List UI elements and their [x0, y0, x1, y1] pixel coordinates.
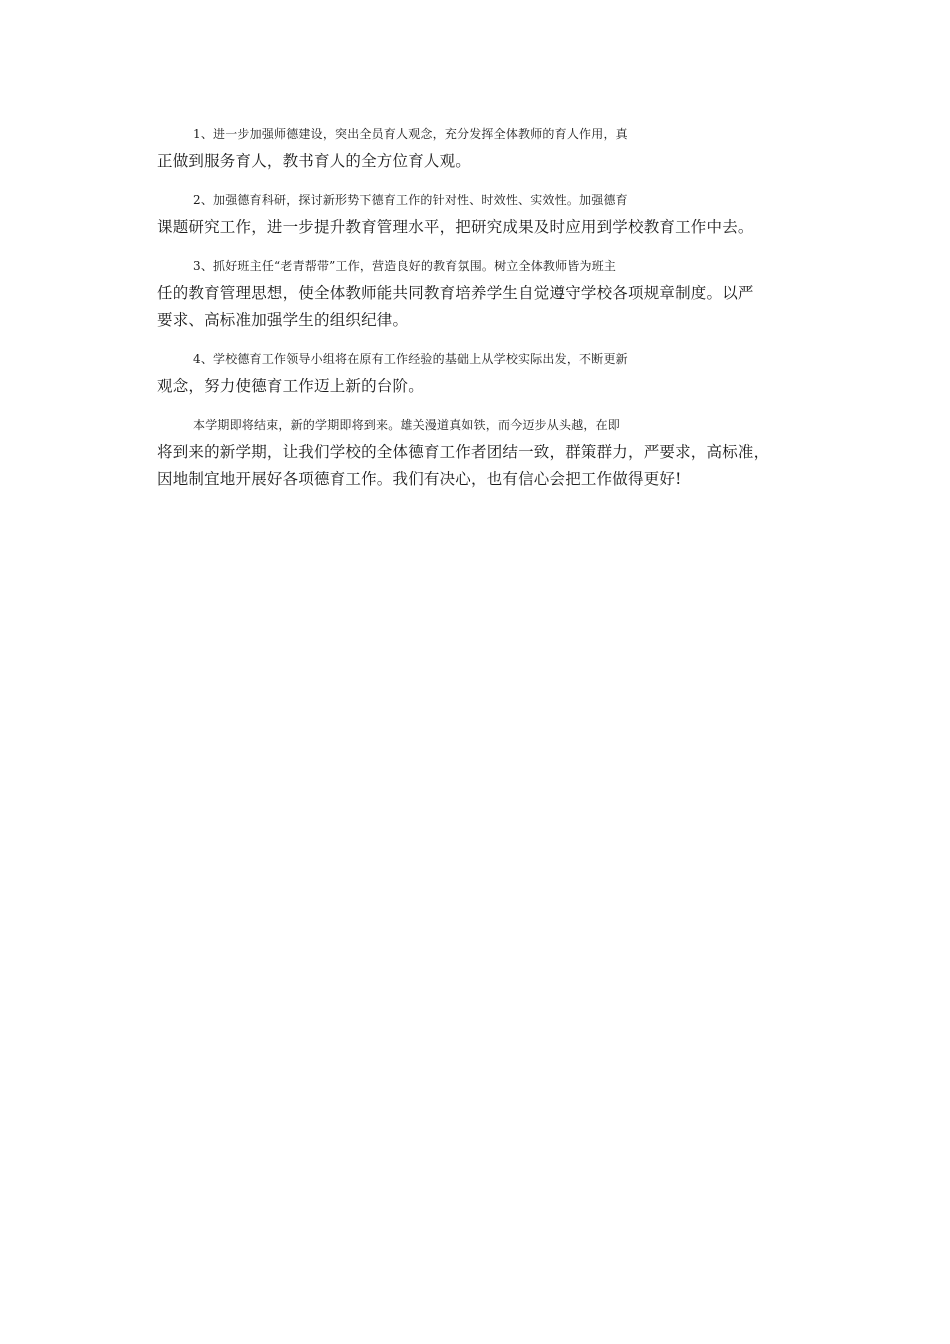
paragraph-line: 因地制宜地开展好各项德育工作。我们有决心，也有信心会把工作做得更好! [157, 470, 682, 488]
paragraph-line: 正做到服务育人，教书育人的全方位育人观。 [157, 152, 472, 170]
paragraph-3 [157, 253, 805, 334]
paragraph-line: 任的教育管理思想，使全体教师能共同教育培养学生自觉遵守学校各项规章制度。以严 [157, 284, 754, 302]
paragraph-1 [157, 121, 805, 175]
paragraph-line: 将到来的新学期，让我们学校的全体德育工作者团结一致，群策群力，严要求，高标准， [157, 443, 770, 461]
paragraph-line: 3、抓好班主任“老青帮带”工作，营造良好的教育氛围。树立全体教师皆为班主 [193, 259, 617, 273]
paragraph-line: 课题研究工作，进一步提升教育管理水平，把研究成果及时应用到学校教育工作中去。 [157, 218, 754, 236]
document-body [157, 121, 805, 505]
paragraph-line: 要求、高标准加强学生的组织纪律。 [157, 311, 409, 329]
paragraph-line: 1、进一步加强师德建设，突出全员育人观念，充分发挥全体教师的育人作用，真 [193, 127, 628, 141]
paragraph-line: 4、学校德育工作领导小组将在原有工作经验的基础上从学校实际出发，不断更新 [193, 352, 628, 366]
paragraph-line: 2、加强德育科研，探讨新形势下德育工作的针对性、时效性、实效性。加强德育 [193, 193, 628, 207]
paragraph-2 [157, 187, 805, 241]
paragraph-5 [157, 412, 805, 493]
paragraph-line: 本学期即将结束，新的学期即将到来。雄关漫道真如铁，而今迈步从头越，在即 [193, 418, 621, 432]
paragraph-4 [157, 346, 805, 400]
paragraph-line: 观念，努力使德育工作迈上新的台阶。 [157, 377, 424, 395]
